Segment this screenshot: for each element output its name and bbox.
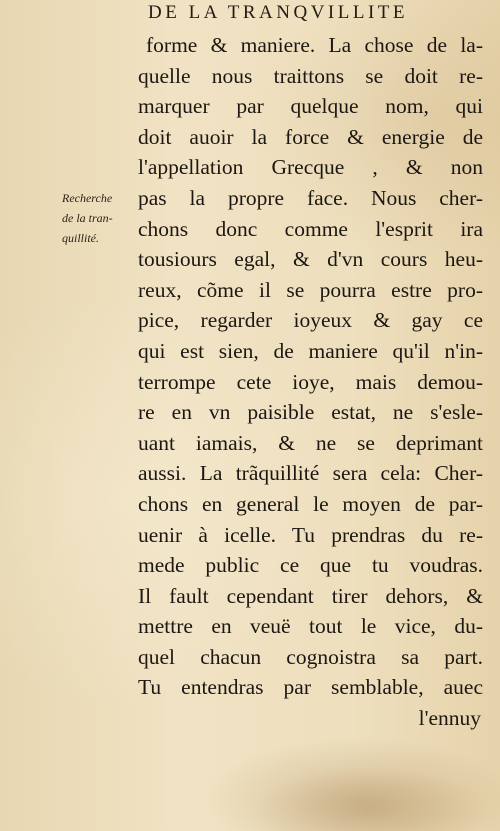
text-line: pice, regarder ioyeux & gay ce — [138, 308, 483, 333]
catchword: l'ennuy — [418, 706, 481, 731]
margin-note — [62, 188, 134, 248]
running-head: DE LA TRANQVILLITE — [148, 2, 409, 23]
text-line: aussi. La trãquillité sera cela: Cher- — [138, 461, 483, 486]
paper-stain — [250, 765, 490, 831]
margin-note-line: de la tran- — [62, 211, 113, 225]
text-line: l'appellation Grecque , & non — [138, 155, 483, 180]
text-line: forme & maniere. La chose de la- — [146, 33, 483, 57]
margin-note-line: quillité. — [62, 231, 99, 245]
text-line: chons en general le moyen de par- — [138, 491, 483, 516]
text-line: terrompe cete ioye, mais demou- — [138, 369, 483, 394]
text-line: reux, cõme il se pourra estre pro- — [138, 277, 483, 302]
text-line: re en vn paisible estat, ne s'esle- — [138, 400, 483, 425]
body-text — [138, 30, 483, 734]
text-line: mettre en veuë tout le vice, du- — [138, 614, 483, 639]
text-line: qui est sien, de maniere qu'il n'in- — [138, 338, 483, 363]
margin-note-line: Recherche — [62, 191, 113, 205]
text-line: tousiours egal, & d'vn cours heu- — [138, 247, 483, 272]
text-line: uant iamais, & ne se deprimant — [138, 430, 483, 455]
text-line: mede public ce que tu voudras. — [138, 553, 483, 578]
text-line: uenir à icelle. Tu prendras du re- — [138, 522, 483, 547]
text-line: Il fault cependant tirer dehors, & — [138, 583, 483, 608]
text-line: quelle nous traittons se doit re- — [138, 63, 483, 88]
text-line: chons donc comme l'esprit ira — [138, 216, 483, 241]
text-line: Tu entendras par semblable, auec — [138, 675, 483, 700]
text-line: doit auoir la force & energie de — [138, 124, 483, 149]
text-line: marquer par quelque nom, qui — [138, 94, 483, 119]
text-line: quel chacun cognoistra sa part. — [138, 644, 483, 669]
text-line: pas la propre face. Nous cher- — [138, 185, 483, 210]
